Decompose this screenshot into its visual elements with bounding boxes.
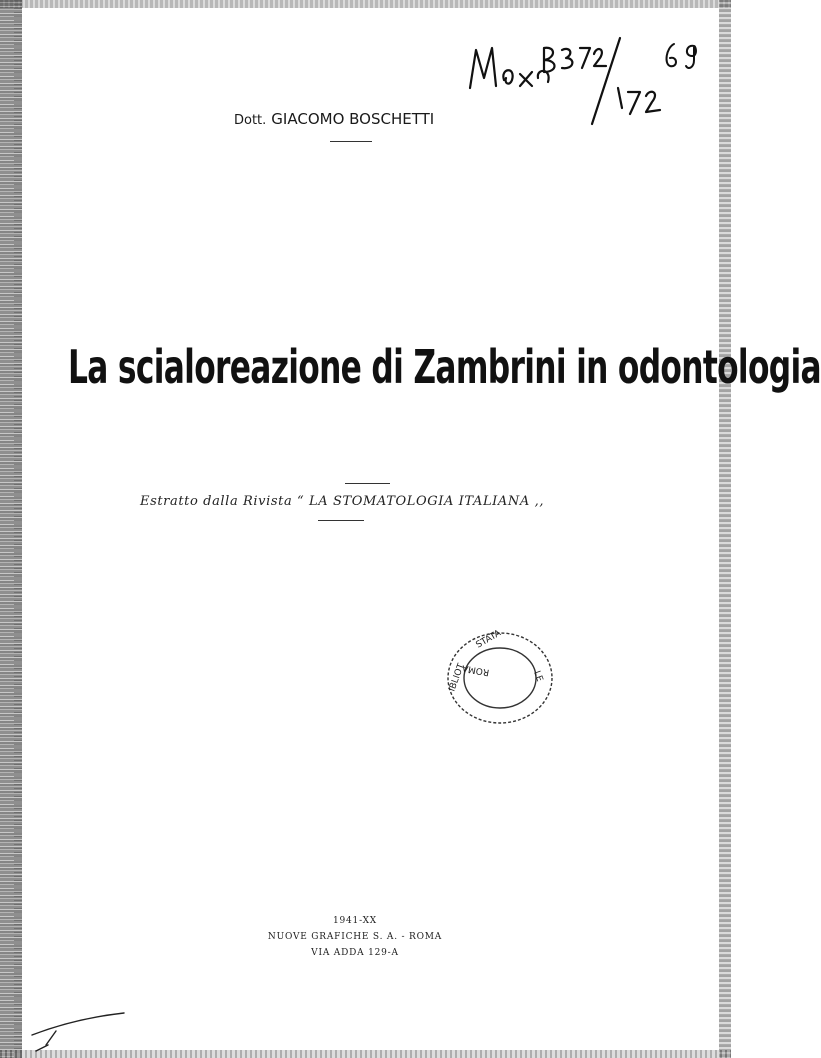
document-subtitle: Estratto dalla Rivista “ LA STOMATOLOGIA ITALIANA ,,: [140, 494, 545, 509]
imprint-publisher: NUOVE GRAFICHE S. A. - ROMA: [267, 932, 443, 942]
handwritten-page-number: [660, 38, 704, 78]
subtitle-rule-bottom: [318, 520, 364, 521]
imprint-address: VIA ADDA 129-A: [311, 948, 399, 958]
author-line: [234, 110, 434, 128]
pencil-mark: [28, 1005, 138, 1055]
library-stamp: [442, 628, 558, 728]
svg-text:STATA: STATA: [474, 628, 503, 651]
document-title: La scialoreazione di Zambrini in odontologia: [68, 340, 821, 394]
subtitle-rule-top: [345, 483, 390, 484]
author-prefix: Dott.: [234, 113, 267, 128]
scan-edge-right: [719, 0, 731, 1058]
svg-text:LE: LE: [531, 669, 545, 684]
scan-edge-left-inner: [14, 0, 22, 1058]
scan-edge-top: [0, 0, 731, 8]
imprint-block: [250, 913, 460, 961]
svg-text:ROMA: ROMA: [461, 662, 491, 677]
author-name: GIACOMO BOSCHETTI: [271, 110, 435, 128]
svg-text:IBLIOT: IBLIOT: [447, 662, 467, 694]
author-rule: [330, 141, 372, 142]
imprint-year: 1941-XX: [332, 916, 378, 926]
